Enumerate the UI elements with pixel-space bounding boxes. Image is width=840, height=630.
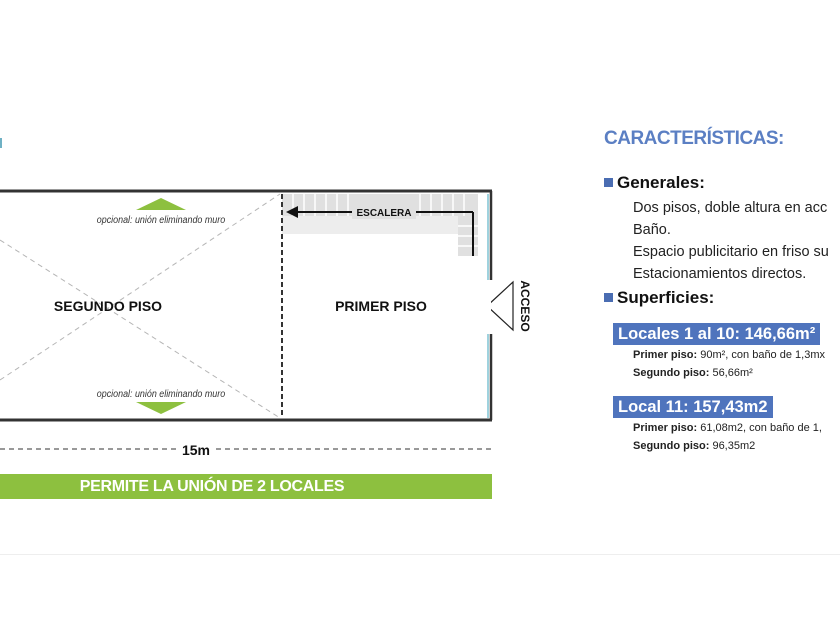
dimension-label: 15m bbox=[181, 442, 211, 458]
local-11-primer bbox=[633, 419, 822, 437]
detail-label: Segundo piso: bbox=[633, 367, 710, 379]
union-banner bbox=[0, 474, 492, 499]
cut-edge-mark bbox=[0, 138, 2, 148]
list-item: Estacionamientos directos. bbox=[633, 266, 807, 282]
detail-label: Segundo piso: bbox=[633, 440, 710, 452]
list-item: Espacio publicitario en friso su bbox=[633, 244, 829, 260]
superficies-heading bbox=[604, 288, 714, 308]
local-11-segundo bbox=[633, 437, 755, 455]
detail-label: Primer piso: bbox=[633, 349, 698, 361]
locales-1-10-band: Locales 1 al 10: 146,66m² bbox=[613, 323, 820, 345]
triangle-up-icon bbox=[136, 198, 186, 210]
locales-1-10-segundo bbox=[633, 364, 753, 382]
local-11-band: Local 11: 157,43m2 bbox=[613, 396, 773, 418]
superficies-heading-text: Superficies: bbox=[617, 288, 715, 307]
locales-1-10-primer bbox=[633, 346, 825, 364]
generales-heading bbox=[604, 173, 705, 193]
optional-note-bottom: opcional: unión eliminando muro bbox=[96, 388, 226, 401]
access-gap bbox=[486, 282, 491, 330]
triangle-down-icon bbox=[136, 402, 186, 414]
list-item: Baño. bbox=[633, 222, 671, 238]
list-item: Dos pisos, doble altura en acc bbox=[633, 200, 828, 216]
generales-heading-text: Generales: bbox=[617, 173, 705, 192]
square-bullet-icon bbox=[604, 293, 613, 302]
room-label-primer-piso: PRIMER PISO bbox=[335, 298, 427, 314]
detail-label: Primer piso: bbox=[633, 422, 698, 434]
footer-divider bbox=[0, 554, 840, 555]
detail-value: 56,66m² bbox=[709, 367, 753, 379]
union-banner-text: PERMITE LA UNIÓN DE 2 LOCALES bbox=[79, 478, 345, 495]
detail-value: 96,35m2 bbox=[709, 440, 756, 452]
detail-value: 61,08m2, con baño de 1, bbox=[697, 422, 822, 434]
stair-label: ESCALERA bbox=[356, 208, 412, 219]
access-label: ACCESO bbox=[517, 280, 532, 332]
square-bullet-icon bbox=[604, 178, 613, 187]
optional-note-top: opcional: unión eliminando muro bbox=[96, 214, 226, 227]
room-label-segundo-piso: SEGUNDO PISO bbox=[53, 298, 163, 314]
characteristics-title: CARACTERÍSTICAS: bbox=[604, 128, 784, 149]
generales-list bbox=[633, 197, 829, 285]
detail-value: 90m², con baño de 1,3mx bbox=[697, 349, 825, 361]
